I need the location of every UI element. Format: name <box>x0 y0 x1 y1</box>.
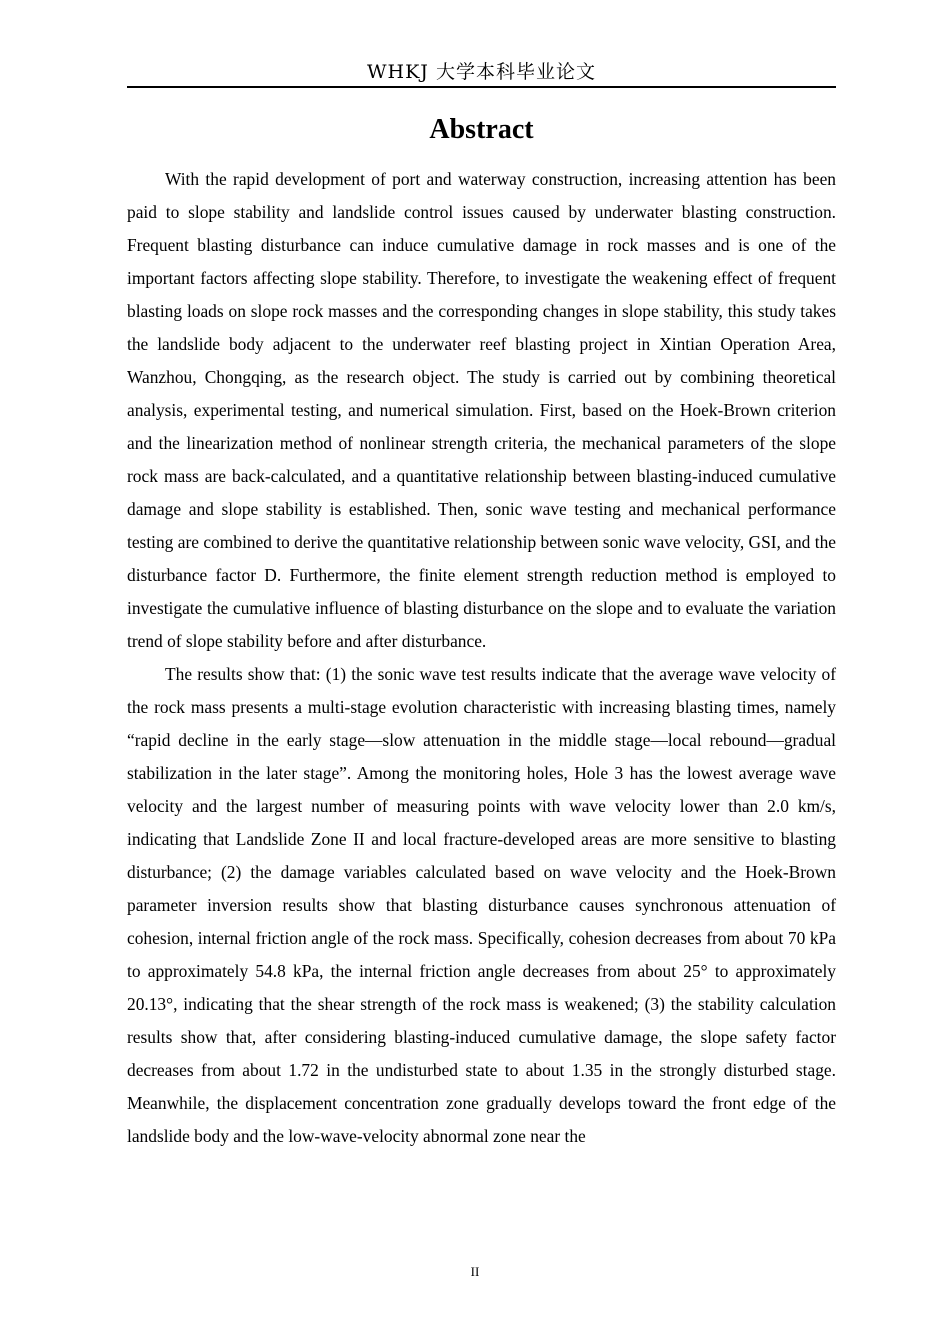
page-header: WHKJ 大学本科毕业论文 <box>367 61 596 83</box>
header-rule <box>127 86 836 88</box>
abstract-title: Abstract <box>429 114 534 145</box>
abstract-paragraph-1: With the rapid development of port and waterway construction, increasing attention has been paid to slope stability and landslide control issues caused by underwater blasting construction. Frequent blasting disturbance can induce cumulative damage in rock masses and is one of the important factors affecting slope stability. Therefore, to investigate the weakening effect of frequent blasting loads on slope rock masses and the corresponding changes in slope stability, this study takes the landslide body adjacent to the underwater reef blasting project in Xintian Operation Area, Wanzhou, Chongqing, as the research object. The study is carried out by combining theoretical analysis, experimental testing, and numerical simulation. First, based on the Hoek-Brown criterion and the linearization method of nonlinear strength criteria, the mechanical parameters of the slope rock mass are back-calculated, and a quantitative relationship between blasting-induced cumulative damage and slope stability is established. Then, sonic wave testing and mechanical performance testing are combined to derive the quantitative relationship between sonic wave velocity, GSI, and the disturbance factor D. Furthermore, the finite element strength reduction method is employed to investigate the cumulative influence of blasting disturbance on the slope and to evaluate the variation trend of slope stability before and after disturbance. <box>127 169 836 651</box>
abstract-body <box>127 163 836 1153</box>
abstract-paragraph-2: The results show that: (1) the sonic wave test results indicate that the average wave velocity of the rock mass presents a multi-stage evolution characteristic with increasing blasting times, namely “rapid decline in the early stage—slow attenuation in the middle stage—local rebound—gradual stabilization in the later stage”. Among the monitoring holes, Hole 3 has the lowest average wave velocity and the largest number of measuring points with wave velocity lower than 2.0 km/s, indicating that Landslide Zone II and local fracture-developed areas are more sensitive to blasting disturbance; (2) the damage variables calculated based on wave velocity and the Hoek-Brown parameter inversion results show that blasting disturbance causes synchronous attenuation of cohesion, internal friction angle of the rock mass. Specifically, cohesion decreases from about 70 kPa to approximately 54.8 kPa, the internal friction angle decreases from about 25° to approximately 20.13°, indicating that the shear strength of the rock mass is weakened; (3) the stability calculation results show that, after considering blasting-induced cumulative damage, the slope safety factor decreases from about 1.72 in the undisturbed state to about 1.35 in the strongly disturbed stage. Meanwhile, the displacement concentration zone gradually develops toward the front edge of the landslide body and the low-wave-velocity abnormal zone near the <box>127 664 836 1146</box>
page-number: II <box>470 1264 480 1279</box>
